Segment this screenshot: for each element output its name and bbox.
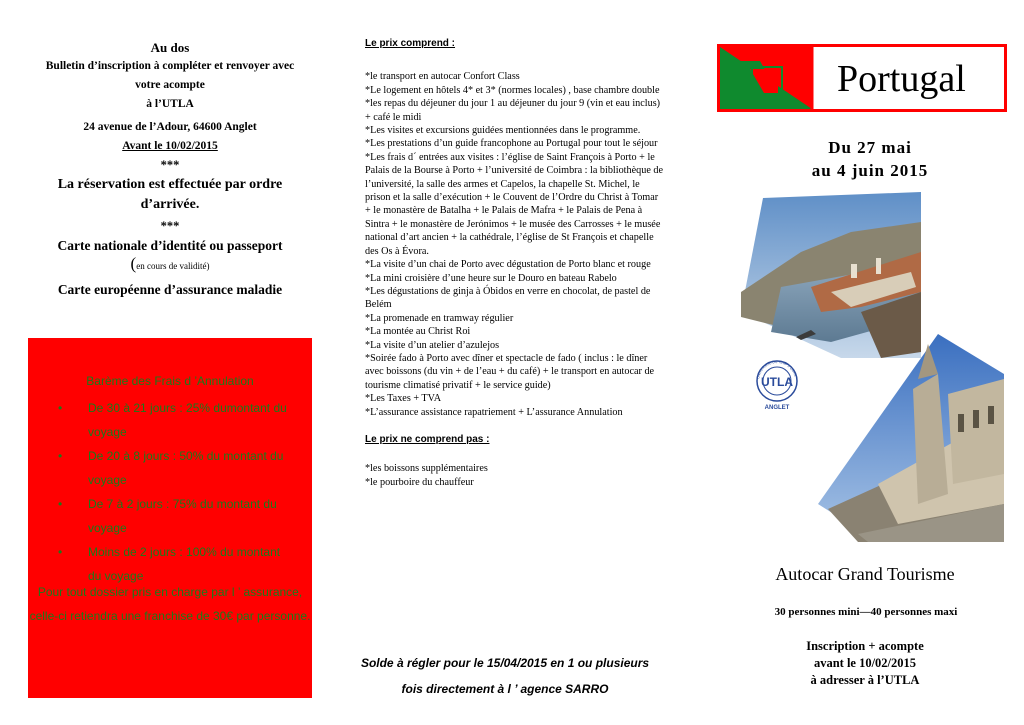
jeronimos-photo bbox=[818, 334, 1004, 542]
trip-dates bbox=[780, 136, 960, 182]
validity-note bbox=[36, 256, 304, 274]
cancellation-item: • De 30 à 21 jours : 25% dumontant du voyage bbox=[58, 396, 288, 444]
cancellation-title: Barème des Frais d ’Annulation bbox=[86, 374, 254, 388]
price-includes-item: *Les visites et excursions guidées mentionnées dans le programme. bbox=[365, 125, 641, 137]
dates-line-2: au 4 juin 2015 bbox=[811, 161, 929, 180]
middle-column bbox=[365, 37, 663, 489]
cancellation-item: • De 7 à 2 jours : 75% du montant du voyage bbox=[58, 492, 288, 540]
franchise-text: Pour tout dossier pris en charge par l ’ assurance, celle-ci retiendra une franchise de 30€ par personne. bbox=[29, 585, 311, 623]
price-includes-item: *Les Taxes + TVA bbox=[365, 393, 442, 405]
au-dos-heading: Au dos bbox=[150, 40, 190, 55]
price-includes-item: *La visite d’un chai de Porto avec dégustation de Porto blanc et rouge bbox=[365, 259, 651, 271]
utla-logo bbox=[747, 353, 807, 413]
price-includes-item: *La mini croisière d’une heure sur le Douro en bateau Rabelo bbox=[365, 272, 617, 284]
price-includes-item: *Soirée fado à Porto avec dîner et spectacle de fado ( inclus : le dîner avec boissons (du vin + de l’eau + du café) + le transport en autocar de tourisme climatisé privatif + le service guide) bbox=[365, 352, 655, 391]
left-column bbox=[36, 38, 304, 300]
stars-separator-1: *** bbox=[160, 158, 180, 172]
cancellation-item: • Moins de 2 jours : 100% du montant du voyage bbox=[58, 540, 288, 588]
health-card-text: Carte européenne d’assurance maladie bbox=[57, 282, 283, 297]
id-card-text: Carte nationale d’identité ou passeport bbox=[57, 238, 283, 253]
paren-open: ( bbox=[130, 254, 137, 273]
price-includes-item: *Les frais d´ entrées aux visites : l’église de Saint François à Porto + le Palais de la Bourse à Porto + l’université de Coimbra : la bibliothèque de l’université, la salle des armes et Capelos, la chapelle St. Michel, le prison et la salle d’exécution + le Couvent de l’Ordre du Christ à Tomar + le monastère de Batalha + le Palais de Mafra + le Palais de Pena à Sintra + le monastère de Jerónimos + le musée des Carrosses + le musée national d’art ancien + la cathédrale, l’église de St François et chapelle des Os à Évora. bbox=[365, 151, 664, 257]
bullet: • bbox=[58, 497, 63, 511]
price-includes-item: *les repas du déjeuner du jour 1 au déjeuner du jour 9 (vin et eau inclus) + café le midi bbox=[365, 98, 661, 123]
cancellation-item: • De 20 à 8 jours : 50% du montant du voyage bbox=[58, 444, 288, 492]
price-excludes-item: *les boissons supplémentaires bbox=[365, 463, 488, 475]
dates-line-1: Du 27 mai bbox=[828, 138, 912, 157]
price-excludes-list bbox=[365, 462, 663, 489]
tour-type: Autocar Grand Tourisme bbox=[775, 564, 955, 584]
reservation-text: La réservation est effectuée par ordre d’arrivée. bbox=[57, 177, 283, 212]
bullet: • bbox=[58, 449, 63, 463]
registration-line-1: Inscription + acompte bbox=[806, 639, 924, 653]
registration-line-3: à adresser à l’UTLA bbox=[810, 673, 920, 687]
price-includes-item: *La montée au Christ Roi bbox=[365, 326, 471, 338]
validity-small: en cours de validité) bbox=[136, 261, 210, 271]
address-text: 24 avenue de l’Adour, 64600 Anglet bbox=[83, 121, 257, 133]
logo-city: ANGLET bbox=[764, 405, 790, 411]
page-title: Portugal bbox=[837, 58, 966, 100]
price-includes-item: *le transport en autocar Confort Class bbox=[365, 71, 520, 83]
price-includes-list bbox=[365, 70, 663, 419]
price-includes-item: *La visite d’un atelier d’azulejos bbox=[365, 339, 500, 351]
deadline-text: Avant le 10/02/2015 bbox=[122, 140, 218, 152]
price-excludes-item: *le pourboire du chauffeur bbox=[365, 476, 474, 488]
price-includes-item: *Le logement en hôtels 4* et 3* (normes locales) , base chambre double bbox=[365, 84, 660, 96]
group-size: 30 personnes mini—40 personnes maxi bbox=[774, 606, 958, 618]
utla-text: à l’UTLA bbox=[146, 98, 194, 110]
registration-line-2: avant le 10/02/2015 bbox=[813, 656, 917, 670]
price-includes-item: *L’assurance assistance rapatriement + L’assurance Annulation bbox=[365, 406, 623, 418]
price-includes-item: *Les prestations d’un guide francophone au Portugal pour tout le séjour bbox=[365, 138, 658, 150]
stars-separator-2: *** bbox=[160, 219, 180, 233]
price-includes-item: *Les dégustations de ginja à Óbidos en verre en chocolat, de pastel de Belém bbox=[365, 285, 651, 311]
cancellation-box bbox=[28, 338, 312, 698]
bullet: • bbox=[58, 545, 63, 559]
payment-note: Solde à régler pour le 15/04/2015 en 1 ou plusieurs fois directement à l ’ agence SARRO bbox=[360, 656, 650, 696]
bulletin-text: Bulletin d’inscription à compléter et renvoyer avec votre acompte bbox=[45, 60, 295, 91]
price-includes-heading: Le prix comprend : bbox=[365, 38, 456, 49]
price-includes-item: *La promenade en tramway régulier bbox=[365, 312, 514, 324]
logo-letters: UTLA bbox=[761, 375, 793, 389]
price-excludes-heading: Le prix ne comprend pas : bbox=[365, 433, 490, 445]
logo-arc-text: UNIVERSITE DU TEMPS LIBRE bbox=[756, 359, 798, 380]
registration-info bbox=[760, 638, 970, 689]
bullet: • bbox=[58, 401, 63, 415]
cancellation-list bbox=[58, 396, 288, 588]
